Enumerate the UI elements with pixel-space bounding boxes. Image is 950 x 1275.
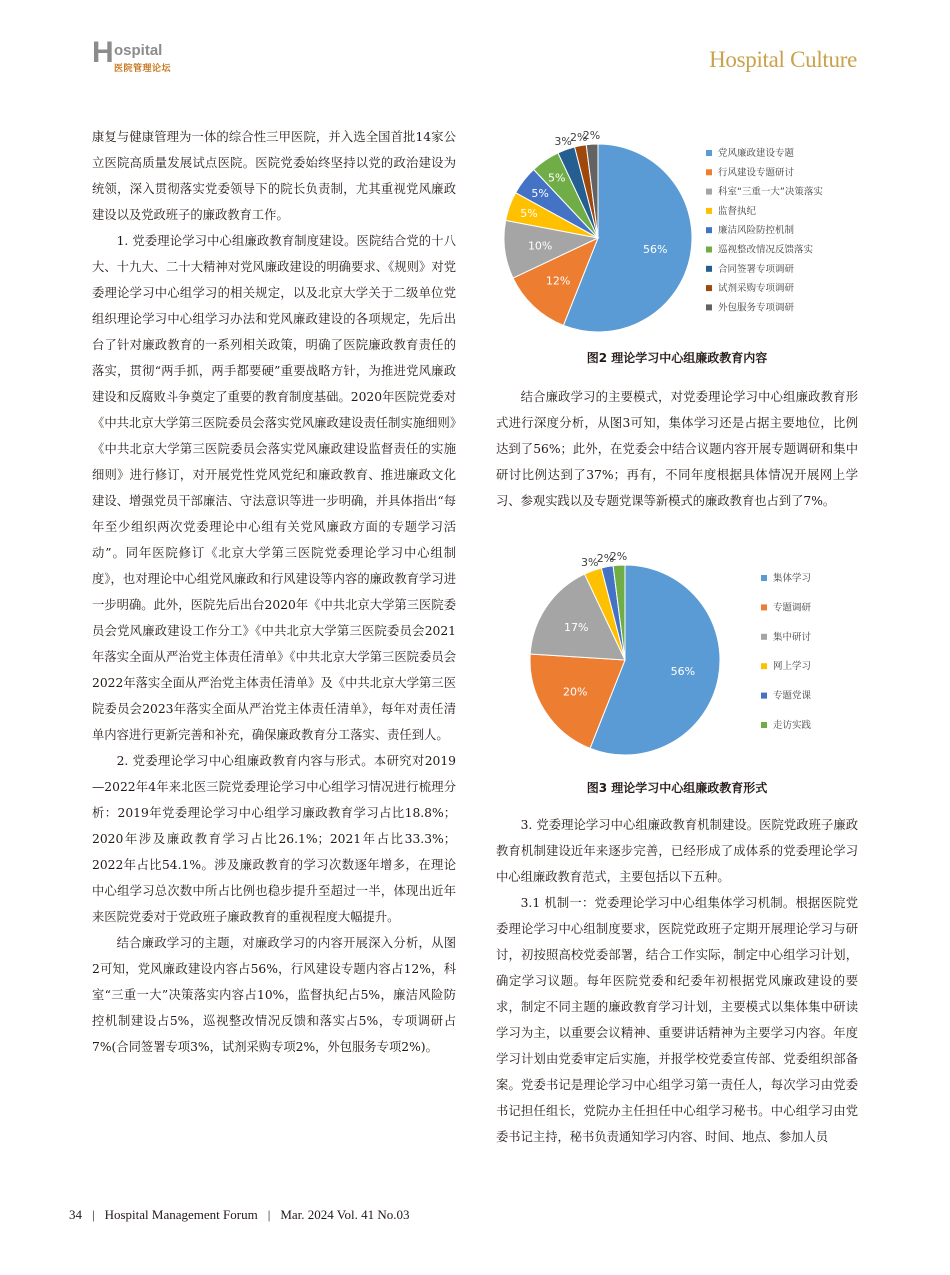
legend-label: 行风建设专题研讨 (718, 167, 795, 179)
pie-data-label: 2% (582, 129, 601, 143)
legend-label: 党风廉政建设专题 (718, 148, 795, 159)
legend-swatch (761, 663, 767, 669)
right-paragraph-1 (496, 384, 858, 514)
issue-info: Mar. 2024 Vol. 41 No.03 (280, 1207, 410, 1222)
paragraph: 结合廉政学习的主要模式，对党委理论学习中心组廉政教育形式进行深度分析，从图3可知，集体学习还是占据主要地位，比例达到了56%；此外，在党委会中结合议题内容开展专题调研和集中研讨比例达到了37%；再有，不同年度根据具体情况开展网上学习、参观实践以及专题党课等新模式的廉政教育也占到了7%。 (496, 390, 858, 508)
paragraph: 1. 党委理论学习中心组廉政教育制度建设。医院结合党的十八大、十九大、二十大精神对党风廉政建设的明确要求、《规则》对党委理论学习中心组学习的相关规定，以及北京大学关于二级单位党组织理论学习中心组学习办法和党风廉政建设的各项规定，先后出台了针对廉政教育的一系列相关政策，明确了医院廉政教育责任的落实，贯彻“两手抓，两手都要硬”重要战略方针，为推进党风廉政建设和反腐败斗争奠定了重要的教育制度基础。2020年医院党委对《中共北京大学第三医院委员会落实党风廉政建设责任制实施细则》《中共北京大学第三医院委员会落实党风廉政建设监督责任的实施细则》进行修订，对开展党性党风党纪和廉政教育、推进廉政文化建设、增强党员干部廉洁、守法意识等进一步明确，并具体指出“每年至少组织两次党委理论中心组有关党风廉政方面的专题学习活动”。同年医院修订《北京大学第三医院党委理论学习中心组制度》，也对理论中心组党风廉政和行风建设等内容的廉政教育学习进一步明确。此外，医院先后出台2020年《中共北京大学第三医院委员会党风廉政建设工作分工》《中共北京大学第三医院委员会2021年落实全面从严治党主体责任清单》《中共北京大学第三医院委员会2022年落实全面从严治党主体责任清单》及《中共北京大学第三医院委员会2023年落实全面从严治党主体责任清单》，每年对责任清单内容进行更新完善和补充，确保廉政教育分工落实、责任到人。 (92, 234, 456, 742)
pie-data-label: 2% (609, 550, 628, 564)
legend-swatch (706, 247, 712, 253)
legend-label: 专题党课 (773, 690, 812, 702)
legend-label: 网上学习 (773, 661, 812, 673)
figure-3-pie-chart (496, 546, 858, 758)
logo-word: ospital (114, 42, 163, 59)
legend-swatch (761, 575, 767, 581)
legend-swatch (706, 208, 712, 214)
legend-label: 试剂采购专项调研 (718, 283, 795, 295)
legend-label: 巡视整改情况反馈落实 (718, 244, 814, 256)
legend-label: 监督执纪 (718, 205, 757, 217)
paragraph: 康复与健康管理为一体的综合性三甲医院，并入选全国首批14家公立医院高质量发展试点医院。医院党委始终坚持以党的政治建设为统领，深入贯彻落实党委领导下的院长负责制，尤其重视党风廉政建设以及党政班子的廉政教育工作。 (92, 130, 456, 222)
legend-label: 廉洁风险防控机制 (718, 225, 795, 237)
legend-swatch (706, 285, 712, 291)
pie-data-label: 17% (564, 620, 589, 634)
pie-data-label: 5% (548, 171, 566, 185)
legend-swatch (761, 693, 767, 699)
legend-swatch (706, 169, 712, 175)
legend-swatch (761, 634, 767, 640)
paragraph: 结合廉政学习的主题，对廉政学习的内容开展深入分析，从图2可知，党风廉政建设内容占56%，行风建设专题内容占12%，科室“三重一大”决策落实内容占10%，监督执纪占5%，廉洁风险防控机制建设占5%，巡视整改情况反馈和落实占5%，专项调研占7%(合同签署专项3%，试剂采购专项2%，外包服务专项2%)。 (92, 936, 456, 1054)
legend-swatch (706, 266, 712, 272)
journal-logo (92, 36, 212, 74)
pie-data-label: 56% (670, 665, 696, 679)
paragraph: 3.1 机制一：党委理论学习中心组集体学习机制。根据医院党委理论学习中心组制度要求，医院党政班子定期开展理论学习与研讨，初按照高校党委部署，结合工作实际，制定中心组学习计划，确定学习议题。每年医院党委和纪委年初根据党风廉政建设的要求，制定不同主题的廉政教育学习计划，主要模式以集体集中研读学习为主，以重要会议精神、重要讲话精神为主要学习内容。年度学习计划由党委审定后实施，并报学校党委宣传部、党委组织部备案。党委书记是理论学习中心组学习第一责任人，每次学习由党委书记担任组长，党院办主任担任中心组学习秘书。中心组学习由党委书记主持，秘书负责通知学习内容、时间、地点、参加人员 (496, 896, 858, 1144)
pie-data-label: 56% (643, 242, 668, 256)
pie-data-label: 2% (596, 551, 615, 565)
legend-label: 集体学习 (773, 573, 812, 584)
pie-data-label: 10% (527, 239, 553, 253)
logo-letter: H (92, 36, 114, 69)
paragraph: 2. 党委理论学习中心组廉政教育内容与形式。本研究对2019—2022年4年来北医三院党委理论学习中心组学习情况进行梳理分析：2019年党委理论学习中心组学习廉政教育学习占比18.8%；2020年涉及廉政教育学习占比26.1%；2021年占比33.3%；2022年占比54.1%。涉及廉政教育的学习次数逐年增多，在理论中心组学习总次数中所占比例也稳步提升至超过一半，体现出近年来医院党委对于党政班子廉政教育的重视程度大幅提升。 (92, 754, 456, 924)
pie-data-label: 3% (581, 556, 599, 570)
legend-swatch (706, 189, 712, 195)
legend-swatch (706, 304, 712, 310)
footer-separator: | (92, 1207, 95, 1222)
left-column (92, 124, 456, 1060)
journal-name: Hospital Management Forum (104, 1207, 258, 1222)
pie-data-label: 12% (545, 274, 571, 288)
legend-label: 专题调研 (773, 602, 812, 614)
legend-swatch (706, 227, 712, 233)
legend-swatch (706, 150, 712, 156)
page-footer (69, 1207, 409, 1223)
legend-label: 集中研讨 (773, 631, 812, 643)
figure-2-pie-chart (496, 126, 858, 336)
pie-data-label: 3% (554, 135, 572, 149)
legend-swatch (761, 722, 767, 728)
right-paragraphs (496, 812, 858, 1150)
paragraph: 3. 党委理论学习中心组廉政教育机制建设。医院党政班子廉政教育机制建设近年来逐步完善，已经形成了成体系的党委理论学习中心组廉政教育范式，主要包括以下五种。 (496, 818, 858, 884)
pie-data-label: 5% (531, 187, 549, 201)
legend-label: 科室“三重一大”决策落实 (718, 186, 823, 198)
pie-data-label: 5% (520, 207, 538, 221)
legend-label: 外包服务专项调研 (718, 302, 795, 314)
legend-label: 合同签署专项调研 (718, 263, 795, 275)
figure-2-caption: 图2 理论学习中心组廉政教育内容 (586, 351, 768, 365)
pie-data-label: 20% (563, 685, 588, 699)
page-number: 34 (69, 1207, 82, 1222)
legend-swatch (761, 604, 767, 610)
logo-subtitle: 医院管理论坛 (114, 64, 172, 74)
pie-data-label: 2% (569, 130, 588, 144)
legend-label: 走访实践 (773, 720, 812, 731)
section-title: Hospital Culture (709, 47, 857, 72)
footer-separator: | (267, 1207, 271, 1222)
figure-3-caption: 图3 理论学习中心组廉政教育形式 (586, 781, 768, 795)
